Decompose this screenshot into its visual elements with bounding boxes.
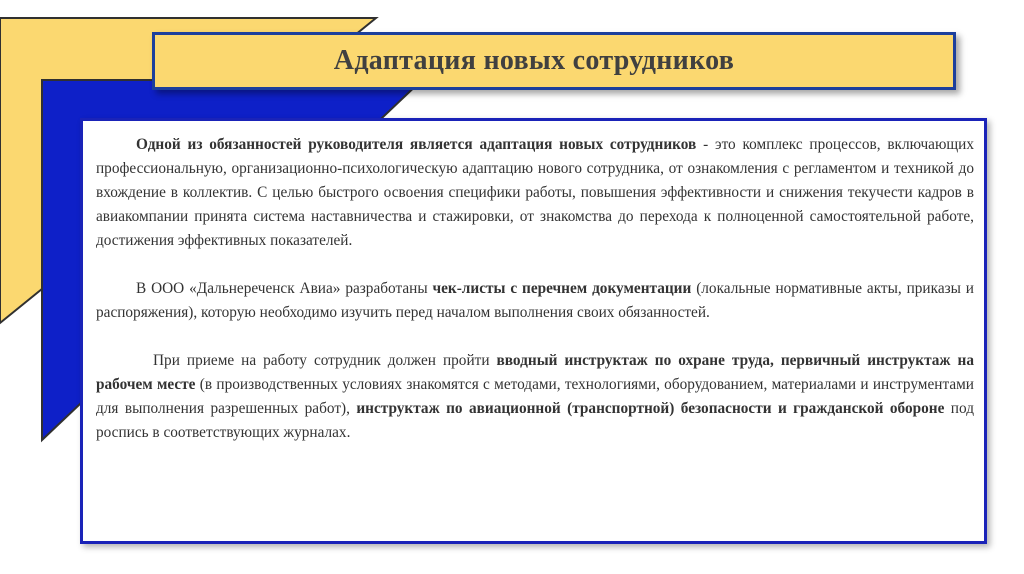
paragraph-text: под роспись в соответствующих журналах. bbox=[96, 400, 974, 441]
bold-text: Одной из обязанностей руководителя является адаптация новых сотрудников bbox=[136, 136, 697, 153]
paragraph-text: (локальные нормативные акты, приказы и распоряжения), которую необходимо изучить перед началом выполнения своих обязанностей. bbox=[96, 280, 974, 321]
bold-text: инструктаж по авиационной (транспортной) безопасности и гражданской обороне bbox=[356, 400, 945, 417]
content-panel bbox=[80, 118, 987, 544]
paragraph-briefings bbox=[96, 349, 974, 445]
paragraph-text: (в производственных условиях знакомятся с методами, технологиями, оборудованием, материалами и инструментами для выполнения разрешенных работ), bbox=[96, 376, 974, 417]
title-banner bbox=[152, 32, 956, 90]
bold-text: вводный инструктаж по охране труда, первичный инструктаж на рабочем месте bbox=[96, 352, 974, 393]
paragraph-text: В ООО «Дальнереченск Авиа» разработаны bbox=[136, 280, 433, 297]
paragraph-text: При приеме на работу сотрудник должен пройти bbox=[153, 352, 497, 369]
paragraph-checklists bbox=[96, 277, 974, 325]
bold-text: чек-листы с перечнем документации bbox=[432, 280, 692, 297]
paragraph-text: - это комплекс процессов, включающих профессиональную, организационно-психологическую адаптацию нового сотрудника, от ознакомления с регламентом и техникой до вхождение в коллектив. С целью быстрого освоения специфики работы, повышения эффективности и снижения текучести кадров в авиакомпании принята система наставничества и стажировки, от знакомства до перехода к полноценной самостоятельной работе, достижения эффективных показателей. bbox=[96, 136, 974, 249]
slide-title: Адаптация новых сотрудников bbox=[333, 45, 735, 76]
paragraph-adaptation bbox=[96, 133, 974, 253]
